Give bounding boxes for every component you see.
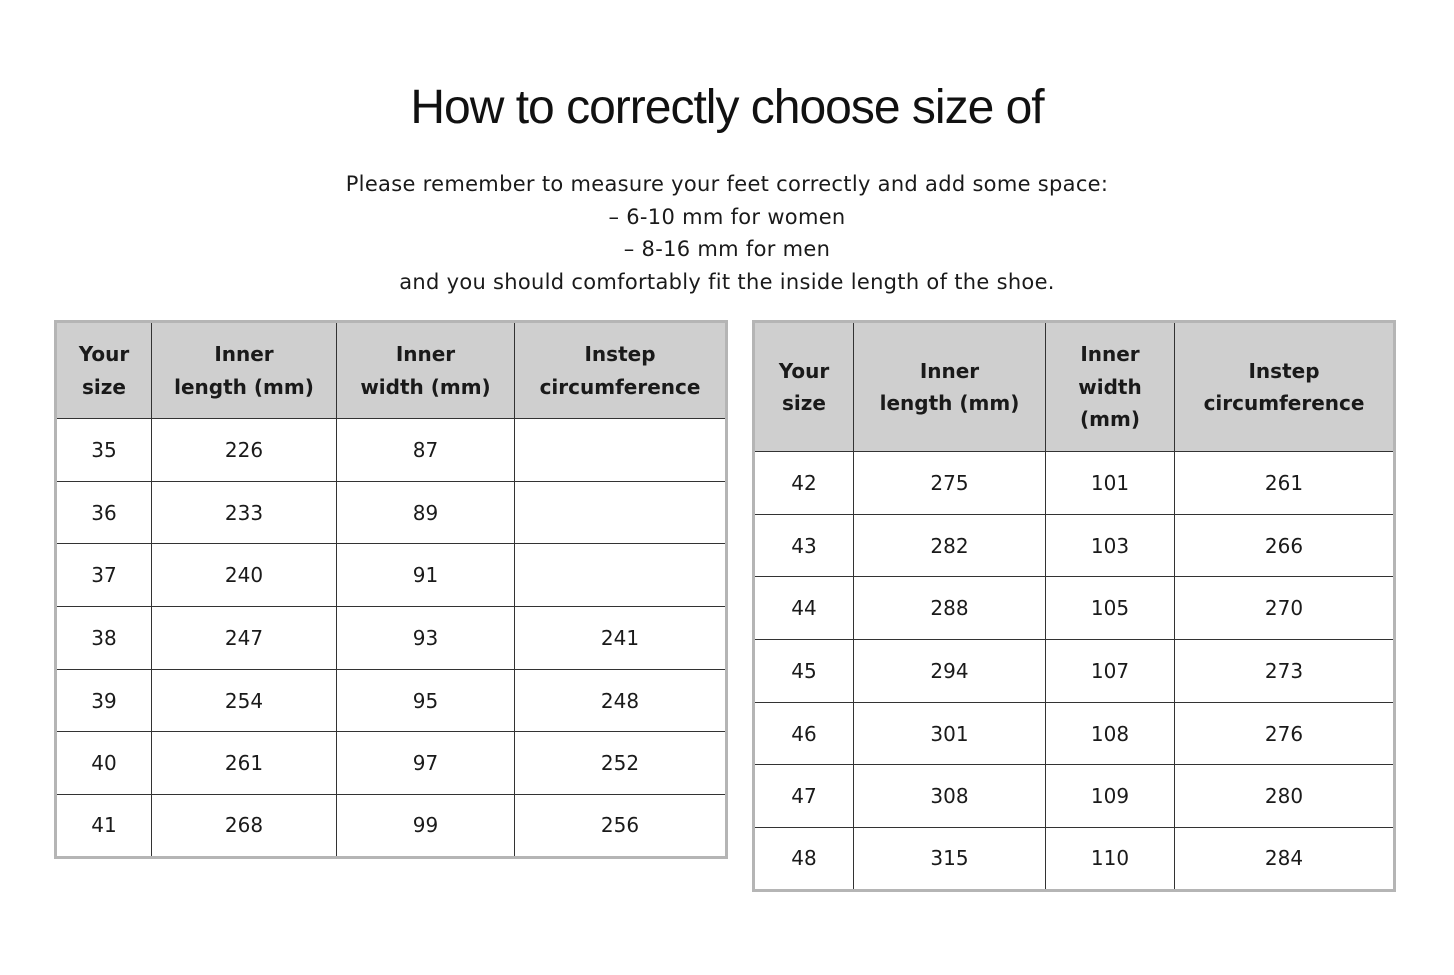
cell-inner-width: 103 bbox=[1046, 514, 1175, 577]
cell-inner-width: 108 bbox=[1046, 702, 1175, 765]
cell-size: 46 bbox=[754, 702, 854, 765]
size-table-large bbox=[752, 320, 1396, 892]
cell-size: 36 bbox=[56, 481, 152, 544]
cell-instep: 280 bbox=[1175, 765, 1395, 828]
cell-size: 41 bbox=[56, 795, 152, 858]
table-row bbox=[56, 669, 727, 732]
cell-size: 47 bbox=[754, 765, 854, 828]
men-space-line: – 8-16 mm for men bbox=[623, 237, 831, 261]
cell-inner-length: 308 bbox=[854, 765, 1046, 828]
table-row bbox=[754, 828, 1395, 891]
cell-inner-length: 240 bbox=[152, 544, 337, 607]
measurement-instructions bbox=[0, 168, 1454, 298]
cell-instep: 256 bbox=[515, 795, 727, 858]
table-row bbox=[754, 452, 1395, 515]
table-row bbox=[754, 702, 1395, 765]
cell-instep: 276 bbox=[1175, 702, 1395, 765]
cell-inner-width: 109 bbox=[1046, 765, 1175, 828]
header-inner-width: Inner width (mm) bbox=[1046, 322, 1175, 452]
cell-instep: 284 bbox=[1175, 828, 1395, 891]
cell-size: 35 bbox=[56, 419, 152, 482]
fit-note-line: and you should comfortably fit the inside length of the shoe. bbox=[399, 269, 1055, 294]
header-your-size: Your size bbox=[56, 322, 152, 419]
table-row bbox=[56, 544, 727, 607]
cell-inner-length: 315 bbox=[854, 828, 1046, 891]
table-row bbox=[56, 607, 727, 670]
cell-inner-length: 254 bbox=[152, 669, 337, 732]
table-row bbox=[754, 765, 1395, 828]
header-inner-width: Inner width (mm) bbox=[337, 322, 515, 419]
cell-inner-width: 87 bbox=[337, 419, 515, 482]
header-instep-circumference: Instep circumference bbox=[515, 322, 727, 419]
women-space-line: – 6-10 mm for women bbox=[608, 204, 846, 229]
cell-inner-length: 261 bbox=[152, 732, 337, 795]
header-inner-length: Inner length (mm) bbox=[152, 322, 337, 419]
cell-inner-width: 105 bbox=[1046, 577, 1175, 640]
cell-inner-width: 110 bbox=[1046, 828, 1175, 891]
table-row bbox=[754, 514, 1395, 577]
cell-instep: 270 bbox=[1175, 577, 1395, 640]
cell-inner-width: 91 bbox=[337, 544, 515, 607]
cell-inner-length: 233 bbox=[152, 481, 337, 544]
cell-instep: 266 bbox=[1175, 514, 1395, 577]
cell-size: 39 bbox=[56, 669, 152, 732]
cell-instep: 241 bbox=[515, 607, 727, 670]
cell-size: 43 bbox=[754, 514, 854, 577]
cell-inner-length: 268 bbox=[152, 795, 337, 858]
table-row bbox=[56, 732, 727, 795]
table-row bbox=[56, 795, 727, 858]
header-your-size: Your size bbox=[754, 322, 854, 452]
cell-size: 40 bbox=[56, 732, 152, 795]
cell-inner-width: 99 bbox=[337, 795, 515, 858]
cell-instep: 252 bbox=[515, 732, 727, 795]
table-row bbox=[754, 577, 1395, 640]
cell-inner-width: 89 bbox=[337, 481, 515, 544]
cell-instep bbox=[515, 481, 727, 544]
cell-inner-length: 288 bbox=[854, 577, 1046, 640]
table-header-row bbox=[754, 322, 1395, 452]
cell-inner-length: 282 bbox=[854, 514, 1046, 577]
cell-instep: 273 bbox=[1175, 640, 1395, 703]
page-title: How to correctly choose size of bbox=[410, 81, 1044, 134]
cell-instep bbox=[515, 419, 727, 482]
instruction-line: Please remember to measure your feet correctly and add some space: bbox=[345, 172, 1109, 196]
cell-size: 38 bbox=[56, 607, 152, 670]
header-inner-length: Inner length (mm) bbox=[854, 322, 1046, 452]
cell-size: 44 bbox=[754, 577, 854, 640]
cell-inner-length: 301 bbox=[854, 702, 1046, 765]
cell-inner-width: 93 bbox=[337, 607, 515, 670]
cell-inner-width: 101 bbox=[1046, 452, 1175, 515]
cell-inner-width: 95 bbox=[337, 669, 515, 732]
cell-instep bbox=[515, 544, 727, 607]
cell-instep: 248 bbox=[515, 669, 727, 732]
size-table-small bbox=[54, 320, 728, 859]
cell-size: 45 bbox=[754, 640, 854, 703]
table-header-row bbox=[56, 322, 727, 419]
header-instep-circumference: Instep circumference bbox=[1175, 322, 1395, 452]
cell-size: 42 bbox=[754, 452, 854, 515]
table-row bbox=[56, 419, 727, 482]
cell-size: 37 bbox=[56, 544, 152, 607]
cell-inner-width: 107 bbox=[1046, 640, 1175, 703]
cell-inner-length: 275 bbox=[854, 452, 1046, 515]
cell-inner-length: 247 bbox=[152, 607, 337, 670]
cell-instep: 261 bbox=[1175, 452, 1395, 515]
table-row bbox=[754, 640, 1395, 703]
cell-inner-length: 294 bbox=[854, 640, 1046, 703]
cell-inner-length: 226 bbox=[152, 419, 337, 482]
cell-inner-width: 97 bbox=[337, 732, 515, 795]
cell-size: 48 bbox=[754, 828, 854, 891]
table-row bbox=[56, 481, 727, 544]
